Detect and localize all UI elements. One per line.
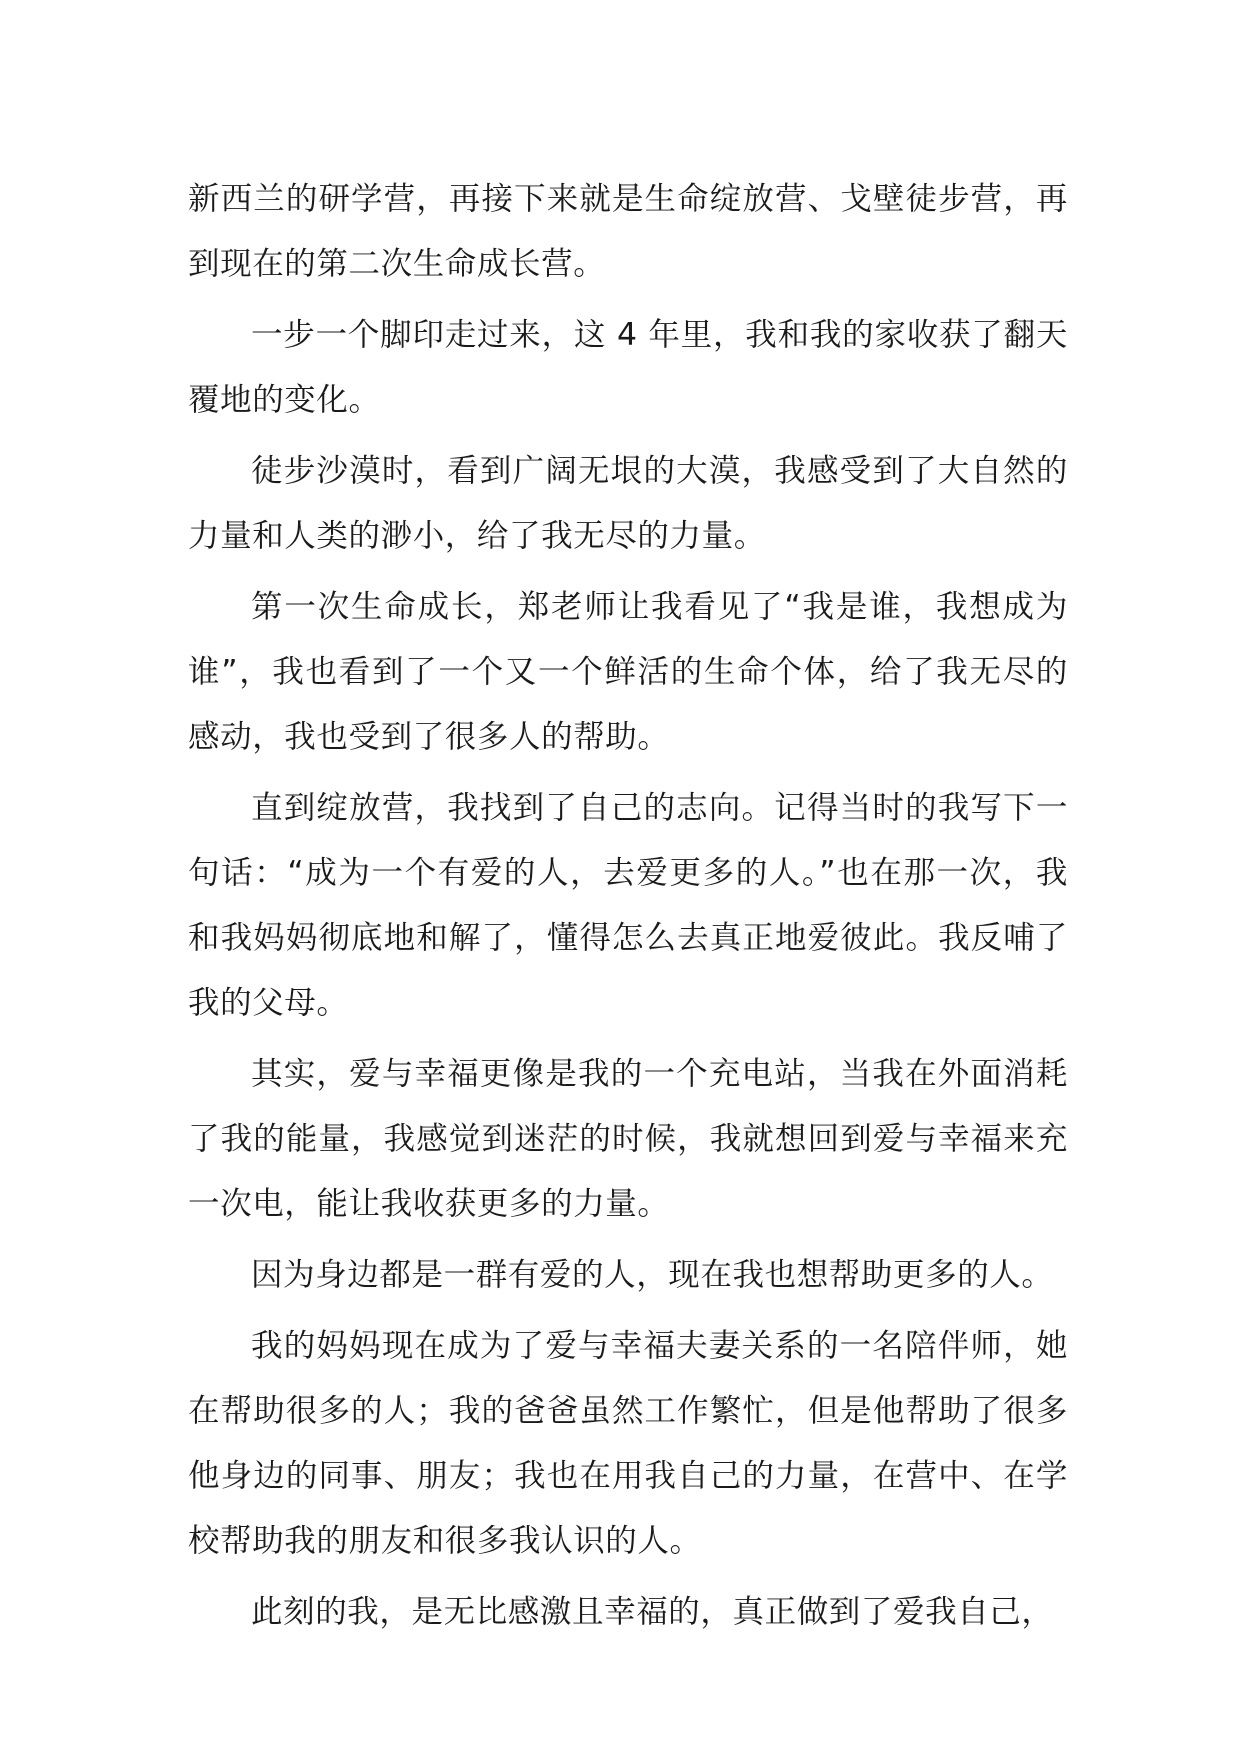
paragraph: 此刻的我，是无比感激且幸福的，真正做到了爱我自己，: [251, 1594, 1054, 1630]
paragraph: 第一次生命成长，郑老师让我看见了“我是谁，我想成为谁”，我也看到了一个又一个鲜活的生命个体，给了我无尽的感动，我也受到了很多人的帮助。: [188, 589, 1068, 755]
paragraph: 我的妈妈现在成为了爱与幸福夫妻关系的一名陪伴师，她在帮助很多的人；我的爸爸虽然工作繁忙，但是他帮助了很多他身边的同事、朋友；我也在用我自己的力量，在营中、在学校帮助我的朋友和很多我认识的人。: [188, 1328, 1068, 1559]
paragraph: 一步一个脚印走过来，这 4 年里，我和我的家收获了翻天覆地的变化。: [188, 317, 1068, 418]
document-body: [188, 167, 1068, 1651]
paragraph: 直到绽放营，我找到了自己的志向。记得当时的我写下一句话：“成为一个有爱的人，去爱更多的人。”也在那一次，我和我妈妈彻底地和解了，懂得怎么去真正地爱彼此。我反哺了我的父母。: [188, 790, 1068, 1021]
paragraph: 因为身边都是一群有爱的人，现在我也想帮助更多的人。: [251, 1257, 1054, 1293]
paragraph: 新西兰的研学营，再接下来就是生命绽放营、戈壁徒步营，再到现在的第二次生命成长营。: [188, 181, 1068, 282]
paragraph: 徒步沙漠时，看到广阔无垠的大漠，我感受到了大自然的力量和人类的渺小，给了我无尽的力量。: [188, 453, 1068, 554]
paragraph: 其实，爱与幸福更像是我的一个充电站，当我在外面消耗了我的能量，我感觉到迷茫的时候，我就想回到爱与幸福来充一次电，能让我收获更多的力量。: [188, 1056, 1068, 1222]
